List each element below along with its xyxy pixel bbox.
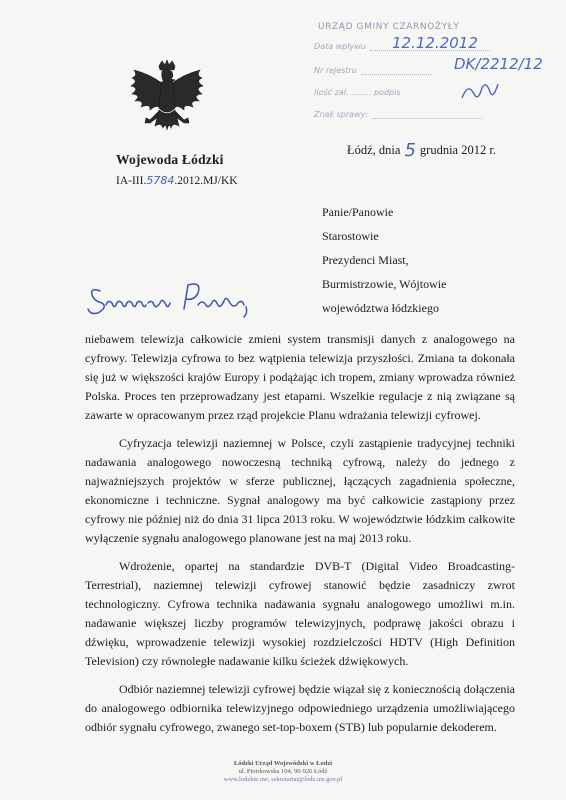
addressee-line: województwa łódzkiego [322,301,439,315]
stamp-file-row [314,110,482,119]
reference-number [116,174,238,187]
body-paragraph: Odbiór naziemnej telewizji cyfrowej będzie wiązał się z koniecznością dołączenia do analogowego odbiornika telewizyjnego odpowiedniego urządzenia umożliwiającego odbiór sygnału cyfrowego, zwanego set-top-boxem (STB) lub popularnie dekoderem. [85,682,515,734]
receipt-stamp [310,22,543,130]
stamp-signature-label: Ilość zał. ........ podpis [314,88,401,97]
reference-handwritten-number: 5784 [146,174,175,187]
stamp-signature-row [314,88,400,97]
footer-office-name: Łódzki Urząd Wojewódzki w Łodzi [233,760,333,767]
body-paragraph: Wdrożenie, opartej na standardzie DVB-T (Digital Video Broadcasting-Terrestrial), naziemnej telewizji cyfrowej stanowić będzie zasadniczy zwrot technologiczny. Cyfrowa technika nadawania sygnału analogowego umożliwi m.in. nadawanie większej liczby programów telewizyjnych, podprawę jakości obrazu i dźwięku, wprowadzenie telewizji wysokiej rozdzielczości HDTV (High Definition Television) czy równoległe nadawanie kilku ścieżek dźwiękowych. [85,559,515,668]
date-suffix: grudnia 2012 r. [419,143,496,157]
addressee-line: Burmistrzowie, Wójtowie [322,277,447,291]
addressee-line: Starostowie [322,229,379,243]
place-date [347,138,496,159]
date-day-handwritten: 5 [404,140,416,161]
letter-body [85,330,515,746]
date-prefix: Łódź, dnia [347,143,401,157]
body-paragraph: Cyfryzacja telewizji naziemnej w Polsce, czyli zastąpienie tradycyjnej techniki nadawania analogowego nowoczesną techniką cyfrową, należy do jednego z najważniejszych projektów w sferze publicznej, łączących zagadnienia społeczne, ekonomiczne i techniczne. Sygnał analogowy ma być całkowicie zastąpiony przez cyfrowy nie później niż do dnia 31 lipca 2013 roku. W województwie łódzkim całkowite wyłączenie sygnału analogowego planowane jest na maj 2013 roku. [85,436,515,545]
addressee-line: Panie/Panowie [322,205,394,219]
body-paragraph: niebawem telewizja całkowicie zmieni system transmisji danych z analogowego na cyfrowy. Telewizja cyfrowa to bez wątpienia telewizja przyszłości. Zmiana ta dokonała się już w większości krajów Europy i podążając ich tropem, zmiany wprowadza również Polska. Proces ten przeprowadzany jest etapami. Wszelkie regulacje z nią związane są zawarte w opracowanym przez rząd projekcie Planu wdrażania telewizji cyfrowej. [85,332,515,422]
footer-street: ul. Piotrkowska 104, 90-926 Łódź [238,768,328,775]
stamp-register-handwritten: DK/2212/12 [454,55,543,73]
footer-contact: www.lodzkie.uw; sekretariat@lodz.uw.gov.pl [223,776,343,783]
addressee-line: Prezydenci Miast, [322,253,409,267]
reference-suffix: .2012.MJ/KK [174,175,238,187]
stamp-register-row [314,66,431,75]
handwritten-salutation [86,279,256,325]
footer-address [0,760,566,784]
addressee-block [322,200,446,320]
stamp-date-label: Data wpływu [314,42,366,51]
stamp-title: URZĄD GMINY CZARNOŻYŁY [318,22,460,32]
issuer-name: Wojewoda Łódzki [116,152,224,167]
stamp-date-handwritten: 12.12.2012 [392,34,478,52]
reference-prefix: IA-III. [116,175,147,187]
eagle-emblem-icon [128,60,206,142]
stamp-register-label: Nr rejestru [314,66,357,75]
stamp-file-label: Znak sprawy: [314,110,369,119]
stamp-signature-scribble [460,78,500,104]
